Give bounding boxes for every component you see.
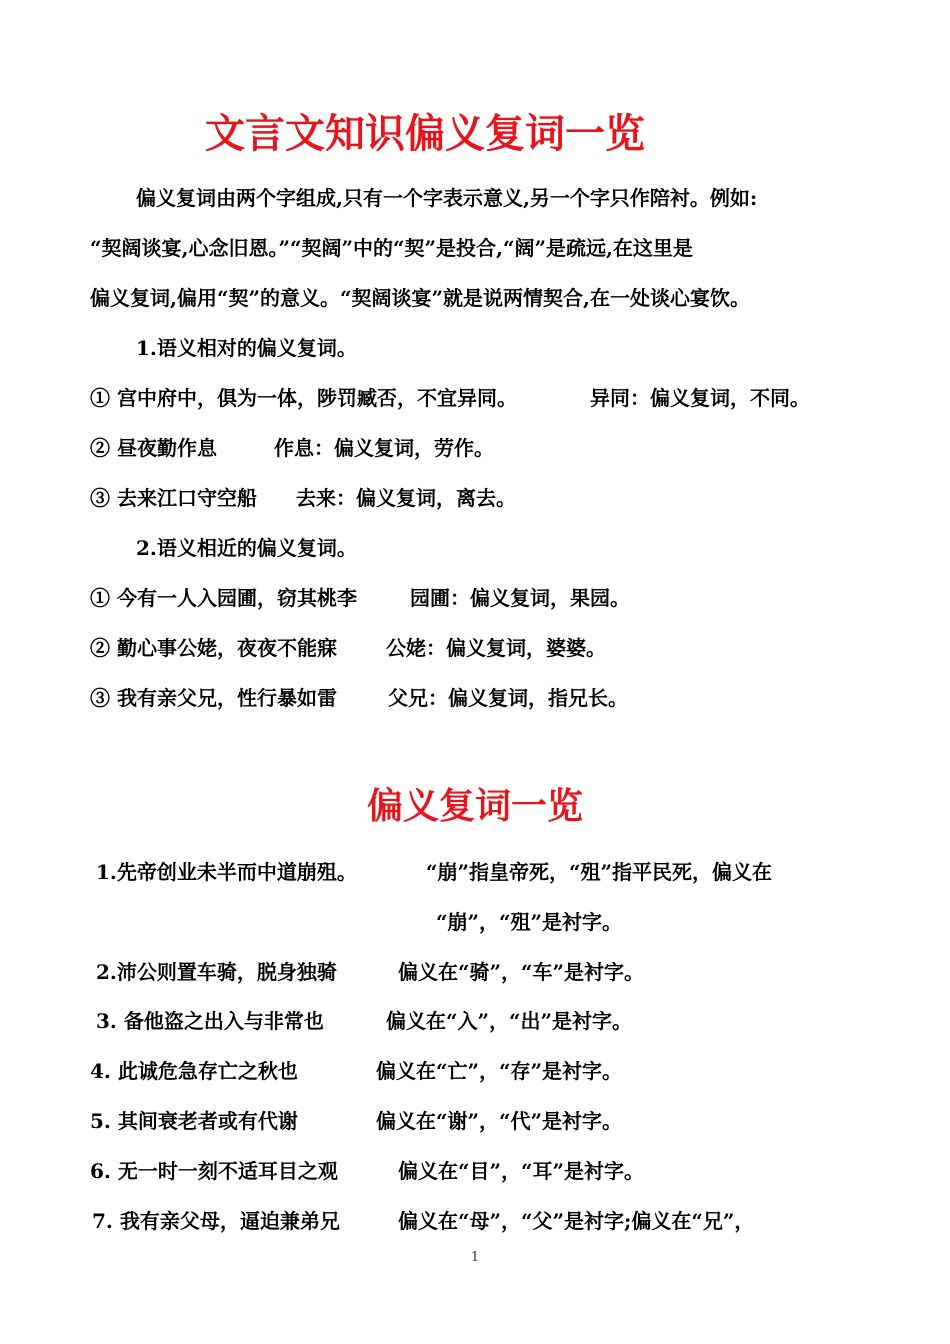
section1-item-2-note: 作息：偏义复词，劳作。	[274, 436, 494, 460]
page-number: 1	[470, 1250, 480, 1265]
section-title: 偏义复词一览	[366, 785, 583, 827]
list-item-6-text: 6. 无一时一刻不适耳目之观	[90, 1159, 338, 1183]
list-item-3-note: 偏义在“入”，“出”是衬字。	[386, 1009, 633, 1033]
list-item-2-text: 2.沛公则置车骑，脱身独骑	[96, 960, 337, 984]
section2-item-3-note: 父兄：偏义复词，指兄长。	[388, 686, 628, 710]
section1-item-2-text: ② 昼夜勤作息	[90, 436, 217, 460]
list-item-2-note: 偏义在“骑”，“车”是衬字。	[398, 960, 645, 984]
section2-heading: 2.语义相近的偏义复词。	[136, 536, 357, 560]
list-item-1-note-cont: “崩”，“殂”是衬字。	[436, 910, 623, 934]
section2-item-3-text: ③ 我有亲父兄，性行暴如雷	[90, 686, 337, 710]
list-item-1-note: “崩”指皇帝死，“殂”指平民死，偏义在	[426, 860, 773, 884]
section2-item-1-text: ① 今有一人入园圃，窃其桃李	[90, 586, 357, 610]
intro-line-3: 偏义复词,偏用“契”的意义。“契阔谈宴”就是说两情契合,在一处谈心宴饮。	[90, 286, 750, 310]
list-item-4-note: 偏义在“亡”，“存”是衬字。	[376, 1059, 623, 1083]
list-item-5-text: 5. 其间衰老者或有代谢	[90, 1109, 298, 1133]
list-item-5-note: 偏义在“谢”，“代”是衬字。	[376, 1109, 623, 1133]
list-item-7-text: 7. 我有亲父母，逼迫兼弟兄	[92, 1209, 340, 1233]
intro-line-2: “契阔谈宴,心念旧恩。”“契阔”中的“契”是投合,“阔”是疏远,在这里是	[90, 236, 693, 260]
list-item-4-text: 4. 此诚危急存亡之秋也	[90, 1059, 298, 1083]
list-item-1-text: 1.先帝创业未半而中道崩殂。	[96, 860, 357, 884]
section1-item-1-text: ① 宫中府中，俱为一体，陟罚臧否，不宜异同。	[90, 386, 517, 410]
section2-item-2-note: 公姥：偏义复词，婆婆。	[386, 636, 606, 660]
section1-item-3-text: ③ 去来江口守空船	[90, 486, 257, 510]
section1-item-3-note: 去来：偏义复词，离去。	[296, 486, 516, 510]
list-item-3-text: 3. 备他盗之出入与非常也	[96, 1009, 324, 1033]
list-item-6-note: 偏义在“目”，“耳”是衬字。	[398, 1159, 645, 1183]
page-title: 文言文知识偏义复词一览	[205, 110, 645, 157]
section2-item-2-text: ② 勤心事公姥，夜夜不能寐	[90, 636, 337, 660]
section2-item-1-note: 园圃：偏义复词，果园。	[410, 586, 630, 610]
section1-heading: 1.语义相对的偏义复词。	[136, 336, 357, 360]
intro-line-1: 偏义复词由两个字组成,只有一个字表示意义,另一个字只作陪衬。例如:	[136, 186, 758, 210]
list-item-7-note: 偏义在“母”，“父”是衬字;偏义在“兄”，	[398, 1209, 755, 1233]
section1-item-1-note: 异同：偏义复词，不同。	[590, 386, 810, 410]
